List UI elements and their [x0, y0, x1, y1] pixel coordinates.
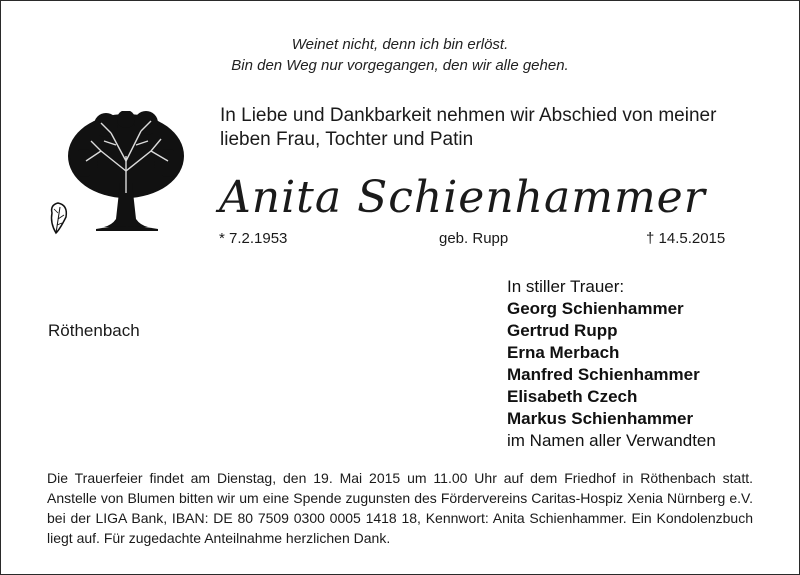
place-name: Röthenbach	[48, 321, 140, 340]
birth-date: * 7.2.1953	[219, 230, 288, 247]
maiden-name: geb. Rupp	[439, 230, 509, 247]
mourners-closing: im Namen aller Verwandten	[507, 431, 716, 450]
death-date: † 14.5.2015	[646, 230, 726, 247]
mourner-name: Markus Schienhammer	[507, 409, 694, 428]
mourner-name: Gertrud Rupp	[507, 321, 618, 340]
mourner-name: Manfred Schienhammer	[507, 365, 700, 384]
mourner-name: Georg Schienhammer	[507, 299, 684, 318]
quote-line-1: Weinet nicht, denn ich bin erlöst.	[291, 36, 509, 53]
funeral-details: Die Trauerfeier findet am Dienstag, den 19. Mai 2015 um 11.00 Uhr auf dem Friedhof in Röthenbach statt. Anstelle von Blumen bitten wir um eine Spende zugunsten des Fördervereins Caritas-Hospiz Xenia Nürnberg e.V. bei der LIGA Bank, IBAN: DE 80 7509 0300 0005 1418 18, Kennwort: Anita Schienhammer. Ein Kondolenzbuch liegt auf. Für zugedachte Anteilnahme herzlichen Dank.	[47, 470, 753, 546]
mourners-block	[507, 276, 787, 452]
mourner-name: Elisabeth Czech	[507, 387, 638, 406]
mourner-name: Erna Merbach	[507, 343, 620, 362]
intro-line-1: In Liebe und Dankbarkeit nehmen wir Abschied von meiner	[220, 105, 717, 126]
intro-line-2: lieben Frau, Tochter und Patin	[220, 129, 474, 150]
deceased-name: Anita Schienhammer	[219, 172, 706, 223]
intro-text	[220, 104, 780, 152]
tree-icon	[46, 111, 191, 241]
quote-line-2: Bin den Weg nur vorgegangen, den wir alle gehen.	[231, 57, 569, 74]
mourners-heading: In stiller Trauer:	[507, 277, 625, 296]
